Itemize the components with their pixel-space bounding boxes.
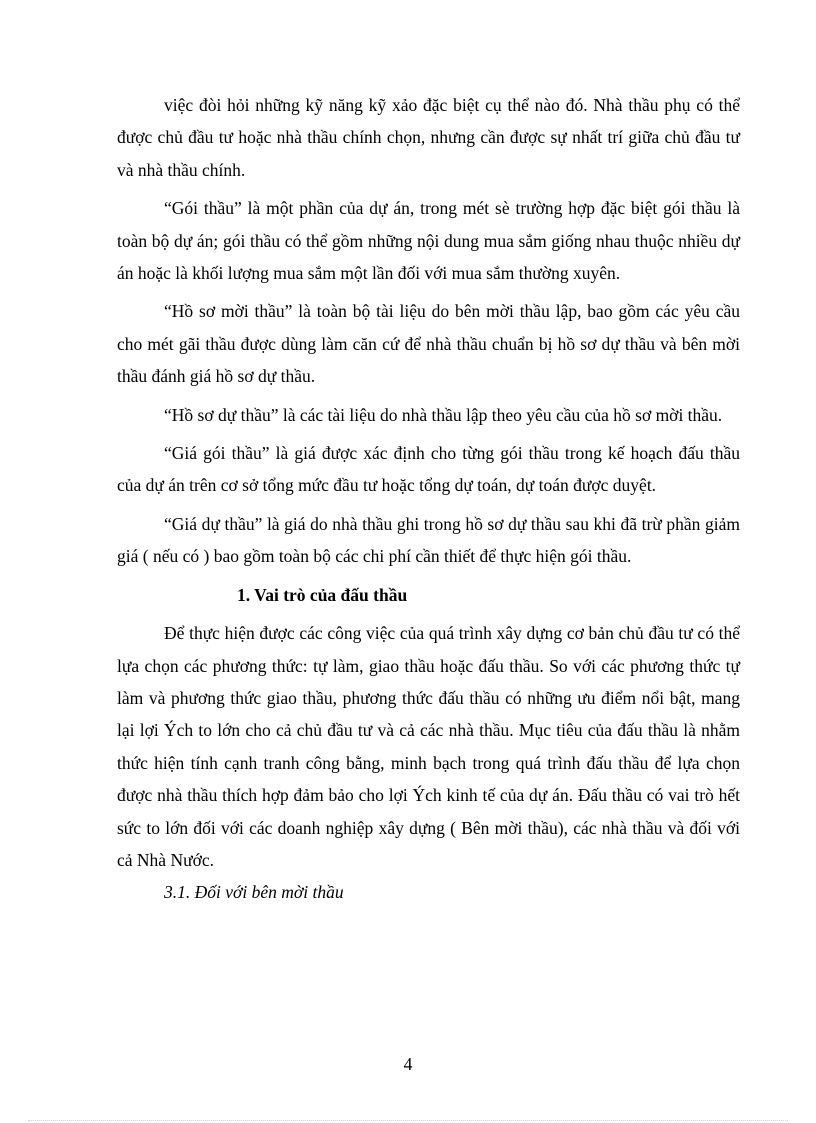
paragraph-goi-thau: “Gói thầu” là một phần của dự án, trong mét sè trường hợp đặc biệt gói thầu là toàn bộ dự án; gói thầu có thể gồm những nội dung mua sắm giống nhau thuộc nhiều dự án hoặc là khối lượng mua sắm một lần đối với mua sắm thường xuyên. xyxy=(117,198,740,284)
paragraph-gia-du-thau: “Giá dự thầu” là giá do nhà thầu ghi trong hồ sơ dự thầu sau khi đã trừ phần giảm giá ( nếu có ) bao gồm toàn bộ các chi phí cần thiết để thực hiện gói thầu. xyxy=(117,513,740,567)
page-number: 4 xyxy=(403,1054,413,1074)
paragraph-ho-so-moi-thau: “Hồ sơ mời thầu” là toàn bộ tài liệu do bên mời thầu lập, bao gồm các yêu cầu cho mét gãi thầu được dùng làm căn cứ để nhà thầu chuẩn bị hồ sơ dự thầu và bên mời thầu đánh giá hồ sơ dự thầu. xyxy=(117,301,740,387)
subsection-heading: 3.1. Đối với bên mời thầu xyxy=(164,882,344,903)
paragraph-gia-goi-thau: “Giá gói thầu” là giá được xác định cho từng gói thầu trong kế hoạch đấu thầu của dự án trên cơ sở tổng mức đầu tư hoặc tổng dự toán, dự toán được duyệt. xyxy=(117,443,740,496)
document-body xyxy=(117,89,740,909)
paragraph-subcontractor: việc đòi hỏi những kỹ năng kỹ xảo đặc biệt cụ thể nào đó. Nhà thầu phụ có thể được chủ đầu tư hoặc nhà thầu chính chọn, nhưng cần được sự nhất trí giữa chủ đầu tư và nhà thầu chính. xyxy=(117,95,740,180)
paragraph-ho-so-du-thau: “Hồ sơ dự thầu” là các tài liệu do nhà thầu lập theo yêu cầu của hồ sơ mời thầu. xyxy=(164,404,723,425)
page-edge-divider xyxy=(28,1120,788,1121)
paragraph-vai-tro: Để thực hiện được các công việc của quá trình xây dựng cơ bản chủ đầu tư có thể lựa chọn các phương thức: tự làm, giao thầu hoặc đấu thầu. So với các phương thức tự làm và phương thức giao thầu, phương thức đấu thầu có những ưu điểm nổi bật, mang lại lợi Ých to lớn cho cả chủ đầu tư và cả các nhà thầu. Mục tiêu của đấu thầu là nhằm thức hiện tính cạnh tranh công bằng, minh bạch trong quá trình đấu thầu để lựa chọn được nhà thầu thích hợp đảm bảo cho lợi Ých kinh tế của dự án. Đấu thầu có vai trò hết sức to lớn đối với các doanh nghiệp xây dựng ( Bên mời thầu), các nhà thầu và đối với cả Nhà Nước. xyxy=(117,623,740,870)
section-heading: 1. Vai trò của đấu thầu xyxy=(237,584,408,605)
